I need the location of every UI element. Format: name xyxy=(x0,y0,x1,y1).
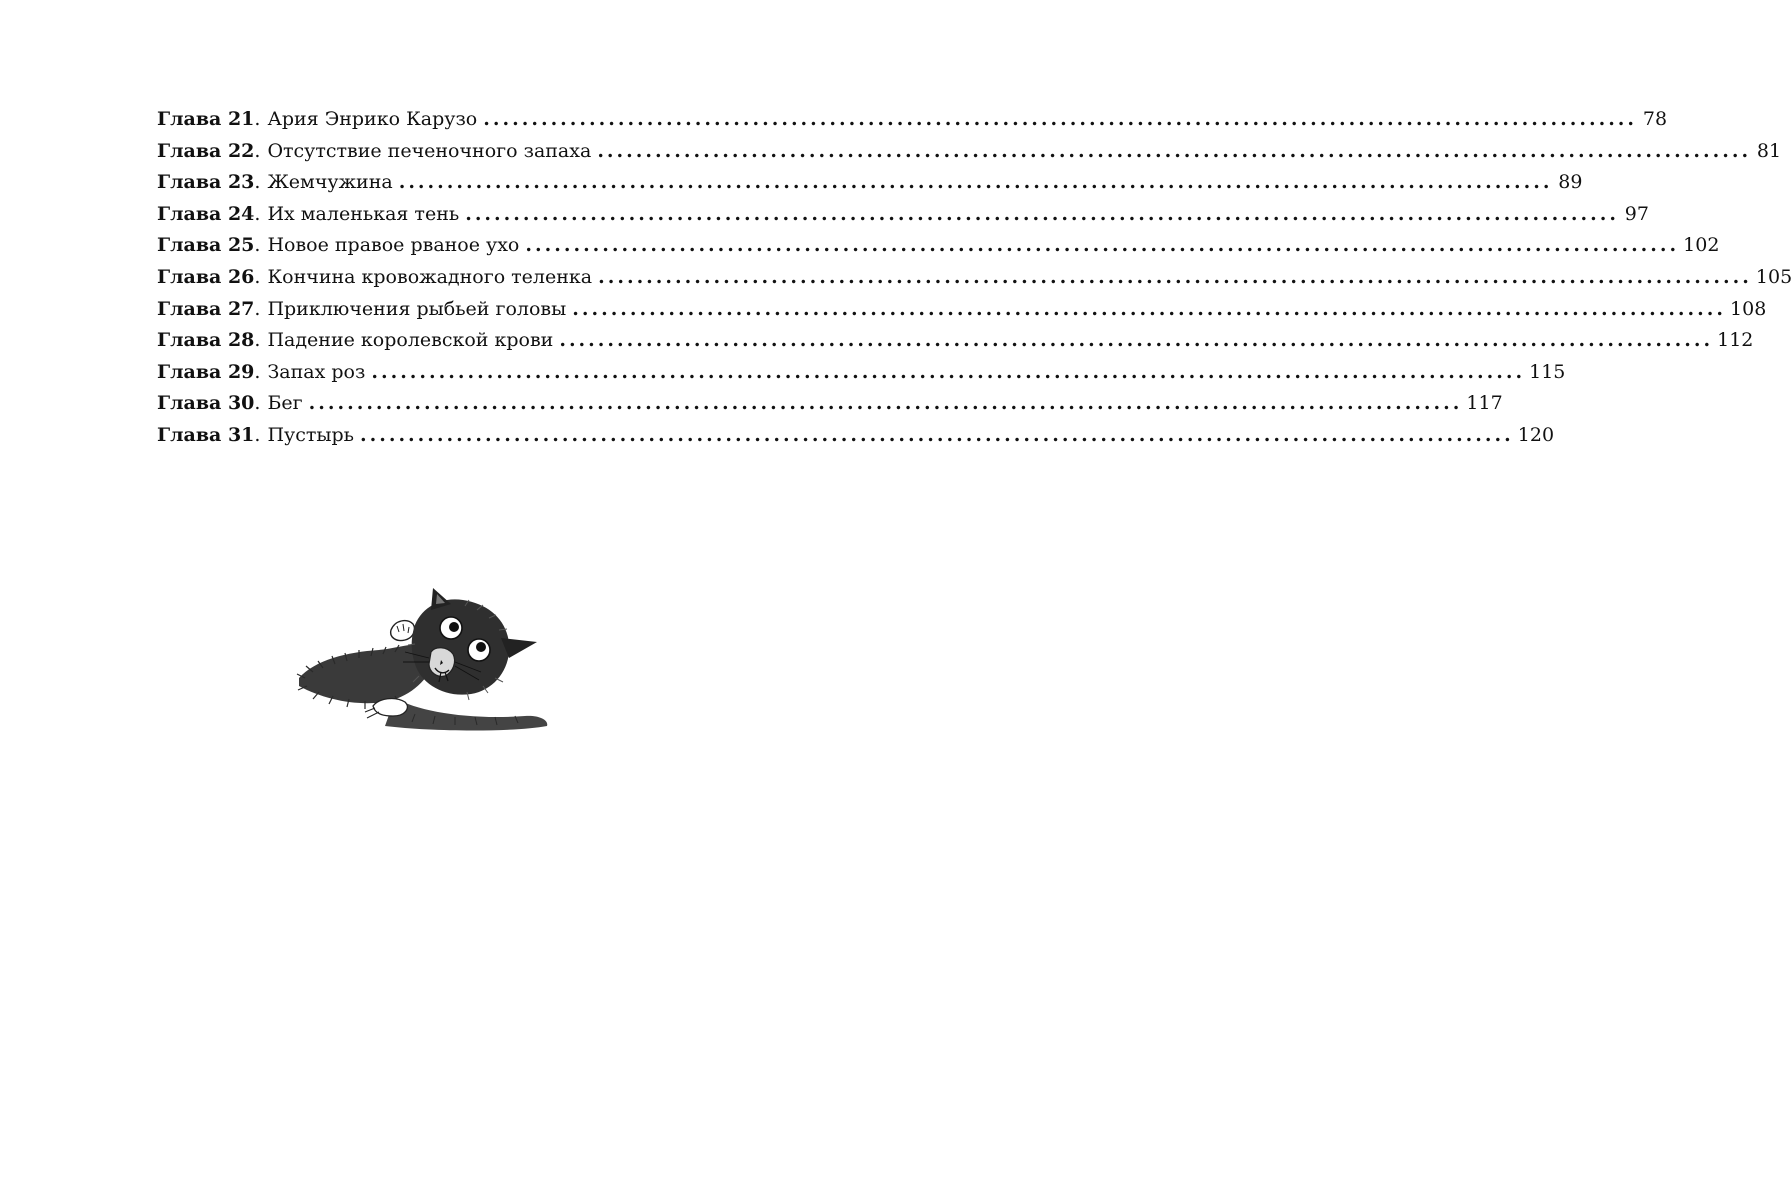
page-number: 81 xyxy=(1756,139,1782,162)
chapter-label: Глава 31 xyxy=(157,423,255,446)
chapter-title: Запах роз xyxy=(267,360,366,383)
chapter-title: Жемчужина xyxy=(267,171,393,194)
dot-leader: ........................................................................................................................ xyxy=(598,265,1752,288)
toc-entry: Глава 24 . Их маленькая тень ........................................................................................................................ 97 xyxy=(157,199,748,231)
toc-entry: Глава 28 . Падение королевской крови ........................................................................................................................ 112 xyxy=(157,325,748,357)
toc-entry: Глава 25 . Новое правое рваное ухо ........................................................................................................................ 102 xyxy=(157,230,748,262)
page-number: 78 xyxy=(1642,108,1668,130)
chapter-label: Глава 24 xyxy=(157,202,255,225)
chapter-label: Глава 28 xyxy=(157,329,255,352)
toc-entry: Глава 21 . Ария Энрико Карузо ........................................................................................................................ 78 xyxy=(157,104,748,136)
toc-entry: Глава 31 . Пустырь ........................................................................................................................ 120 xyxy=(157,420,748,452)
page-number: 117 xyxy=(1466,392,1503,415)
toc-entry: Глава 23 . Жемчужина ........................................................................................................................ 89 xyxy=(157,167,748,199)
chapter-title: Отсутствие печеночного запаха xyxy=(267,139,592,162)
chapter-title: Падение королевской крови xyxy=(267,329,554,352)
chapter-label: Глава 27 xyxy=(157,297,255,320)
page-number: 97 xyxy=(1624,202,1649,225)
chapter-label: Глава 30 xyxy=(157,392,255,415)
dot-leader: ........................................................................................................................ xyxy=(572,297,1727,320)
dot-leader: ........................................................................................................................ xyxy=(597,139,1752,162)
chapter-label: Глава 25 xyxy=(157,234,255,257)
dot-leader: ........................................................................................................................ xyxy=(483,108,1638,130)
chapter-title: Ария Энрико Карузо xyxy=(267,108,478,130)
toc-entry: Глава 30 . Бег ........................................................................................................................ 117 xyxy=(157,388,748,420)
toc-entry: Глава 22 . Отсутствие печеночного запаха ........................................................................................................................ 81 xyxy=(157,136,748,168)
dot-leader: ........................................................................................................................ xyxy=(465,202,1619,225)
toc-entry: Глава 27 . Приключения рыбьей головы ........................................................................................................................ 108 xyxy=(157,294,748,326)
dot-leader: ........................................................................................................................ xyxy=(371,360,1526,383)
chapter-label: Глава 23 xyxy=(157,171,255,194)
chapter-title: Кончина кровожадного теленка xyxy=(267,265,593,288)
cat-icon xyxy=(295,586,551,732)
page-number: 105 xyxy=(1755,265,1792,288)
chapter-label: Глава 26 xyxy=(157,265,255,288)
chapter-title: Приключения рыбьей головы xyxy=(267,297,567,320)
chapter-label: Глава 29 xyxy=(157,360,255,383)
chapter-title: Бег xyxy=(267,392,303,415)
dot-leader: ........................................................................................................................ xyxy=(398,171,1553,194)
page-number: 89 xyxy=(1558,171,1583,194)
chapter-title: Пустырь xyxy=(267,423,354,446)
dot-leader: ........................................................................................................................ xyxy=(559,329,1714,352)
page-number: 115 xyxy=(1529,360,1566,383)
chapter-label: Глава 22 xyxy=(157,139,255,162)
chapter-label: Глава 21 xyxy=(157,108,255,130)
toc-entry: Глава 29 . Запах роз ........................................................................................................................ 115 xyxy=(157,357,748,389)
toc-entry: Глава 26 . Кончина кровожадного теленка ........................................................................................................................ 105 xyxy=(157,262,748,294)
page-number: 102 xyxy=(1683,234,1720,257)
dot-leader: ........................................................................................................................ xyxy=(308,392,1463,415)
table-of-contents xyxy=(157,104,1792,452)
chapter-title: Новое правое рваное ухо xyxy=(267,234,520,257)
dot-leader: ........................................................................................................................ xyxy=(359,423,1514,446)
page-number: 120 xyxy=(1517,423,1555,446)
page-number: 112 xyxy=(1717,329,1754,352)
dot-leader: ........................................................................................................................ xyxy=(525,234,1680,257)
chapter-title: Их маленькая тень xyxy=(267,202,460,225)
page-number: 108 xyxy=(1730,297,1767,320)
